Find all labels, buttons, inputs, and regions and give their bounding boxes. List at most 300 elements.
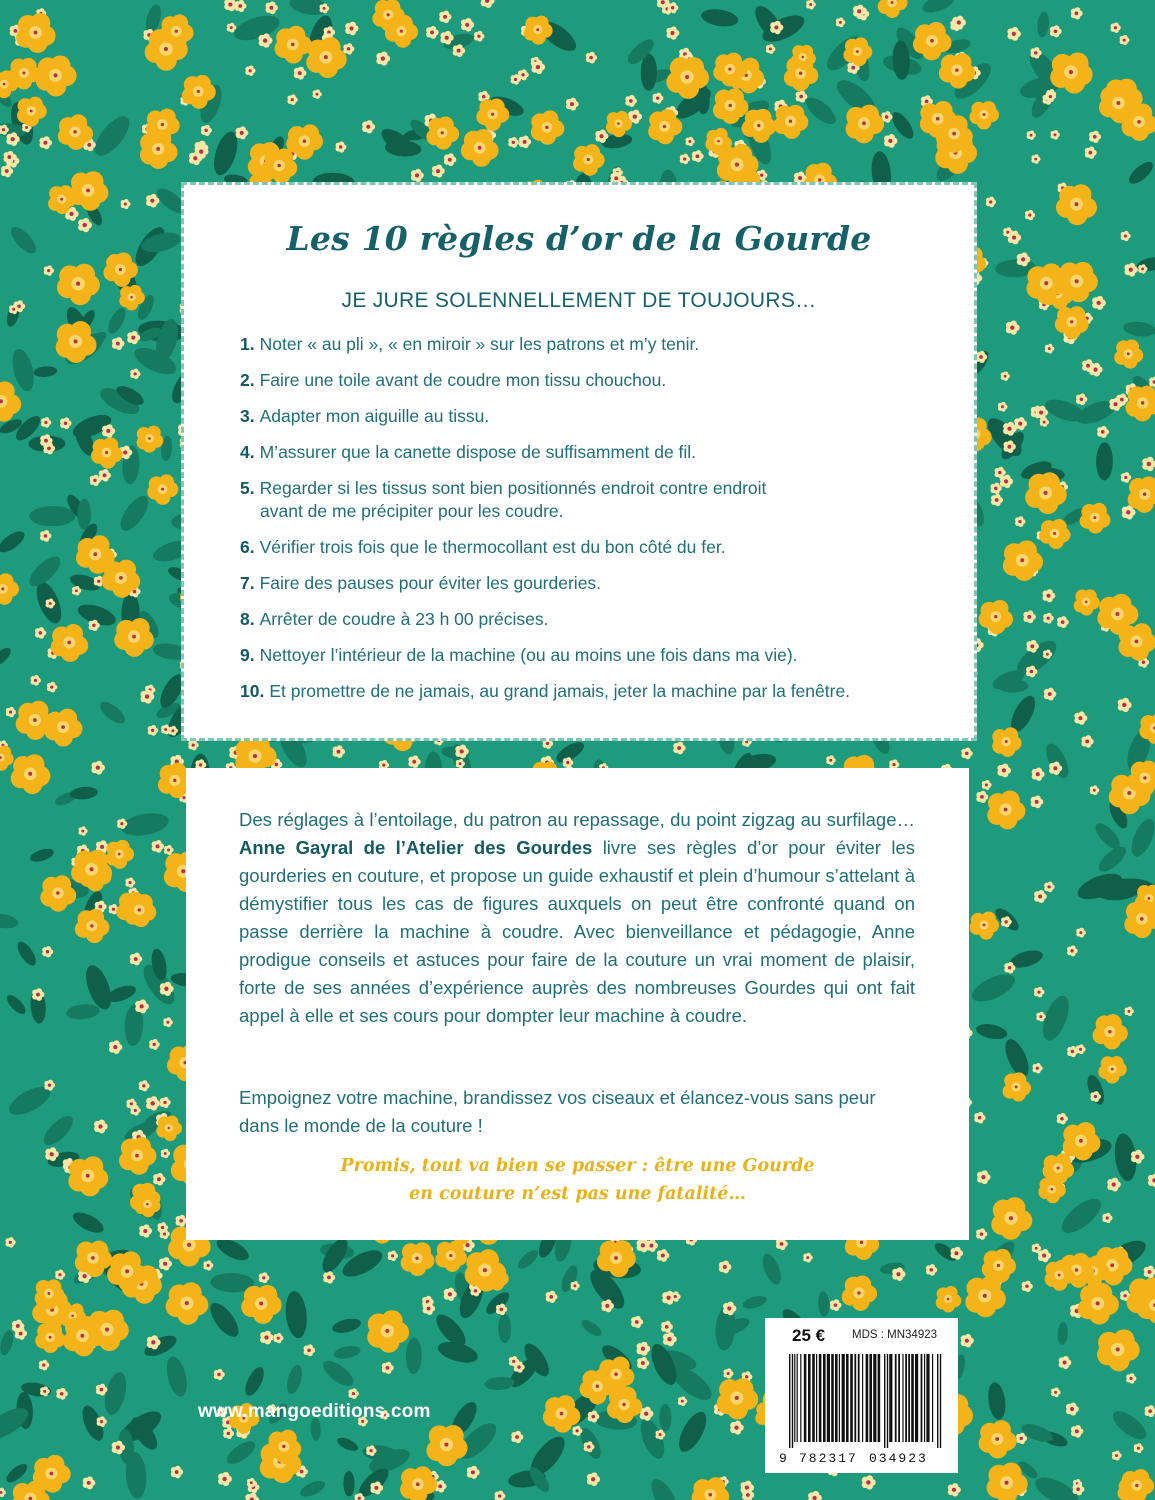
small-flower: [862, 1475, 876, 1489]
leaf-shape: [0, 1329, 16, 1357]
flower-center-shape: [656, 96, 659, 99]
leaf-shape: [920, 0, 956, 16]
flower-center-shape: [12, 308, 15, 311]
flower-center-shape: [1114, 402, 1118, 406]
flower-center-shape: [1070, 1407, 1074, 1411]
flower-center-shape: [315, 93, 318, 96]
small-flower: [663, 1332, 677, 1346]
leaf-shape: [4, 1461, 31, 1486]
leaf-shape: [298, 1478, 328, 1500]
flower-center-shape: [82, 223, 86, 227]
flower-center-shape: [798, 176, 802, 180]
leaf-shape: [331, 1316, 362, 1335]
flower-center-shape: [262, 1276, 265, 1279]
small-flower: [1031, 154, 1040, 163]
flower-center-shape: [227, 1432, 230, 1435]
flower-center-shape: [448, 158, 452, 162]
small-flower: [362, 120, 375, 133]
flower-center-shape: [150, 199, 154, 203]
small-flower: [1131, 1150, 1144, 1164]
flower-center-shape: [412, 760, 416, 764]
flower-center-shape: [228, 2, 232, 6]
flower-center-shape: [570, 102, 574, 106]
flower-center-shape: [1080, 397, 1084, 401]
flower-center-shape: [885, 115, 889, 119]
small-flower: [1125, 1007, 1134, 1017]
flower-center-shape: [829, 759, 832, 762]
leaf-shape: [515, 1247, 541, 1272]
leaf-shape: [659, 1404, 671, 1432]
flower-center-shape: [477, 35, 480, 38]
flower-center-shape: [1079, 1048, 1082, 1051]
flower-center-shape: [665, 1325, 669, 1329]
small-flower: [1034, 890, 1047, 903]
small-flower: [112, 337, 125, 350]
small-flower: [1007, 27, 1021, 41]
flower-center-shape: [269, 6, 273, 10]
small-flower: [1059, 1356, 1072, 1369]
flower-center-shape: [82, 1274, 86, 1278]
flower-center-shape: [670, 31, 674, 35]
leaf-shape: [39, 1112, 77, 1150]
small-flower: [587, 1472, 600, 1486]
flower-center-shape: [1048, 692, 1052, 696]
flower-center-shape: [100, 1388, 104, 1392]
small-flower: [1066, 1402, 1079, 1415]
flower-center-shape: [1012, 32, 1016, 36]
flower-center-shape: [175, 1470, 179, 1474]
flower-center-shape: [263, 38, 267, 42]
flower-center-shape: [116, 342, 120, 346]
flower-center-shape: [851, 66, 855, 70]
small-flower: [678, 1396, 687, 1406]
small-flower: [1044, 688, 1057, 701]
leaf-shape: [205, 1298, 243, 1341]
leaf-shape: [1036, 11, 1050, 38]
small-flower: [432, 165, 445, 178]
flower-center-shape: [1007, 445, 1011, 449]
small-flower: [146, 194, 159, 208]
small-flower: [153, 1173, 165, 1186]
flower-center-shape: [1123, 1294, 1126, 1297]
leaf-shape: [7, 223, 40, 257]
leaf-shape: [641, 54, 658, 91]
flower-center-shape: [985, 783, 988, 786]
small-flower: [766, 44, 776, 54]
flower-center-shape: [671, 6, 674, 9]
small-flower: [1111, 22, 1121, 33]
small-flower: [439, 11, 451, 24]
leaf-shape: [674, 1408, 712, 1456]
flower-center-shape: [443, 15, 447, 19]
small-flower: [91, 761, 105, 775]
leaf-shape: [141, 1332, 179, 1361]
small-flower: [345, 22, 358, 36]
flower-center-shape: [979, 355, 983, 359]
leaf-shape: [14, 939, 39, 969]
leaf-shape: [0, 912, 19, 930]
small-flower: [950, 1247, 963, 1260]
small-flower: [461, 18, 474, 32]
flower-center-shape: [727, 1372, 730, 1375]
flower-center-shape: [337, 750, 341, 754]
flower-center-shape: [230, 26, 233, 29]
flower-center-shape: [16, 1324, 20, 1328]
flower-center-shape: [666, 1296, 670, 1300]
flower-center-shape: [774, 25, 778, 29]
flower-center-shape: [681, 1400, 684, 1403]
flower-center-shape: [140, 1004, 144, 1008]
small-flower: [826, 755, 836, 765]
leaf-shape: [335, 1435, 359, 1453]
small-flower: [1074, 711, 1087, 724]
flower-center-shape: [517, 1365, 520, 1368]
small-flower: [1071, 1425, 1083, 1438]
flower-center-shape: [87, 143, 91, 147]
flower-center-shape: [667, 1337, 671, 1341]
flower-center-shape: [512, 1360, 515, 1363]
flower-center-shape: [566, 761, 569, 764]
flower-center-shape: [386, 1366, 390, 1370]
flower-center-shape: [1007, 427, 1011, 431]
flower-center-shape: [474, 1289, 477, 1292]
small-flower: [1027, 130, 1036, 139]
flower-center-shape: [1093, 368, 1097, 372]
small-flower: [685, 137, 694, 147]
flower-center-shape: [448, 1292, 452, 1296]
small-flower: [423, 1302, 436, 1315]
leaf-shape: [484, 1376, 515, 1391]
leaf-shape: [89, 111, 136, 161]
flower-center-shape: [131, 336, 135, 340]
flower-center-shape: [39, 631, 43, 635]
flower-center-shape: [153, 1043, 156, 1046]
flower-center-shape: [1004, 479, 1008, 483]
small-flower: [159, 1257, 172, 1270]
flower-center-shape: [799, 95, 803, 99]
flower-center-shape: [1142, 661, 1145, 664]
small-flower: [30, 675, 40, 686]
small-flower: [1102, 1213, 1112, 1223]
small-flower: [1031, 795, 1044, 808]
flower-center-shape: [1008, 966, 1012, 970]
flower-center-shape: [222, 1477, 226, 1481]
flower-center-shape: [1048, 347, 1051, 350]
small-flower: [1025, 210, 1035, 220]
flower-center-shape: [734, 1425, 738, 1429]
small-flower: [1144, 1266, 1155, 1279]
small-flower: [161, 1149, 170, 1159]
leaf-shape: [163, 1355, 190, 1399]
small-flower: [1051, 1387, 1060, 1397]
flower-center-shape: [769, 48, 772, 51]
flower-center-shape: [482, 95, 486, 99]
small-flower: [42, 946, 53, 957]
flower-center-shape: [994, 487, 998, 491]
flower-center-shape: [391, 1254, 394, 1257]
small-flower: [1148, 1173, 1155, 1187]
flower-center-shape: [980, 1232, 984, 1236]
flower-center-shape: [150, 1101, 154, 1105]
flower-center-shape: [349, 26, 353, 30]
small-flower: [1038, 1249, 1051, 1262]
flower-center-shape: [674, 1295, 677, 1298]
small-flower: [673, 742, 685, 755]
leaf-shape: [319, 1356, 357, 1390]
flower-center-shape: [523, 140, 527, 144]
leaf-shape: [498, 1314, 511, 1343]
flower-center-shape: [44, 439, 48, 443]
flower-center-shape: [1021, 257, 1025, 261]
leaf-shape: [646, 1475, 683, 1500]
flower-center-shape: [459, 762, 462, 765]
flower-center-shape: [1096, 301, 1100, 305]
flower-center-shape: [1036, 1067, 1039, 1070]
leaf-shape: [97, 698, 129, 727]
small-flower: [666, 26, 679, 39]
small-flower: [245, 65, 255, 76]
flower-center-shape: [81, 830, 84, 833]
flower-center-shape: [1039, 1015, 1042, 1018]
flower-center-shape: [591, 1477, 595, 1481]
flower-center-shape: [677, 746, 681, 750]
flower-center-shape: [857, 9, 861, 13]
small-flower: [94, 1119, 108, 1133]
flower-center-shape: [249, 69, 252, 72]
flower-center-shape: [382, 763, 385, 766]
leaf-shape: [1122, 320, 1155, 338]
leaf-shape: [1126, 158, 1155, 187]
small-flower: [1076, 928, 1086, 938]
flower-center-shape: [1037, 990, 1040, 993]
flower-center-shape: [995, 498, 999, 502]
flower-center-shape: [100, 845, 104, 849]
small-flower: [892, 1267, 905, 1281]
small-flower: [223, 1428, 234, 1439]
flower-center-shape: [430, 30, 434, 34]
flower-center-shape: [240, 131, 244, 135]
small-flower: [444, 1288, 457, 1301]
flower-center-shape: [980, 795, 984, 799]
flower-center-shape: [130, 1102, 133, 1105]
leaf-shape: [284, 1290, 309, 1339]
small-flower: [571, 1281, 580, 1290]
small-flower: [188, 740, 198, 751]
small-flower: [495, 1490, 506, 1500]
flower-center-shape: [989, 200, 992, 203]
flower-center-shape: [116, 1445, 120, 1449]
small-flower: [426, 26, 439, 39]
flower-center-shape: [465, 1243, 469, 1247]
small-flower: [333, 745, 345, 758]
flower-center-shape: [465, 23, 469, 27]
flower-center-shape: [164, 987, 168, 991]
flower-center-shape: [1053, 133, 1056, 136]
leaf-shape: [105, 305, 129, 336]
flower-center-shape: [981, 1175, 985, 1179]
small-flower: [481, 0, 495, 8]
flower-center-shape: [97, 580, 100, 583]
small-flower: [1050, 25, 1062, 37]
flower-center-shape: [48, 1083, 51, 1086]
small-flower: [444, 153, 456, 166]
flower-center-shape: [1034, 51, 1038, 55]
flower-center-shape: [696, 154, 700, 158]
small-flower: [265, 1, 277, 14]
flower-center-shape: [1035, 800, 1039, 804]
flower-center-shape: [34, 679, 37, 682]
flower-center-shape: [60, 1392, 64, 1396]
flower-center-shape: [381, 56, 385, 60]
small-flower: [508, 137, 519, 148]
flower-center-shape: [1075, 12, 1079, 16]
flower-center-shape: [164, 1152, 167, 1155]
small-flower: [109, 1040, 122, 1054]
flower-center-shape: [1030, 670, 1034, 674]
small-flower: [408, 755, 420, 768]
flower-center-shape: [641, 1243, 645, 1247]
flower-center-shape: [683, 157, 686, 160]
leaf-shape: [0, 527, 28, 556]
flower-center-shape: [96, 766, 100, 770]
flower-center-shape: [1046, 653, 1049, 656]
leaf-shape: [1127, 816, 1155, 860]
small-flower: [388, 1251, 398, 1262]
small-flower: [519, 136, 531, 149]
small-flower: [335, 141, 346, 152]
flower-center-shape: [69, 212, 73, 216]
flower-center-shape: [546, 742, 549, 745]
leaf-shape: [741, 1294, 768, 1312]
small-flower: [1032, 768, 1045, 781]
small-flower: [313, 89, 322, 99]
flower-center-shape: [1148, 1270, 1152, 1274]
small-flower: [1006, 321, 1020, 335]
small-flower: [376, 51, 390, 65]
flower-center-shape: [36, 993, 40, 997]
flower-center-shape: [238, 4, 242, 8]
leaf-shape: [975, 1022, 1009, 1042]
flower-center-shape: [75, 589, 78, 592]
small-flower: [160, 1229, 170, 1239]
small-flower: [991, 494, 1003, 506]
small-flower: [78, 826, 87, 835]
flower-center-shape: [1112, 1182, 1116, 1186]
flower-center-shape: [780, 1242, 784, 1246]
flower-center-shape: [93, 479, 96, 482]
flower-center-shape: [834, 1303, 838, 1307]
leaf-shape: [101, 1370, 130, 1417]
flower-center-shape: [498, 1494, 501, 1497]
flower-center-shape: [1035, 1247, 1038, 1250]
flower-center-shape: [1049, 95, 1052, 98]
flower-center-shape: [1114, 26, 1117, 29]
small-flower: [0, 1488, 6, 1497]
small-flower: [1107, 1178, 1121, 1192]
flower-center-shape: [457, 49, 461, 53]
flower-center-shape: [727, 1306, 731, 1310]
flower-center-shape: [1063, 1361, 1067, 1365]
flower-center-shape: [192, 743, 195, 746]
small-flower: [139, 1224, 152, 1237]
flower-center-shape: [573, 1284, 576, 1287]
leaf-shape: [33, 365, 58, 378]
small-flower: [692, 150, 704, 162]
flower-center-shape: [157, 1177, 161, 1181]
small-flower: [998, 402, 1008, 412]
small-flower: [566, 98, 579, 111]
flower-center-shape: [1123, 39, 1126, 42]
small-flower: [35, 627, 46, 639]
small-flower: [1022, 1281, 1033, 1292]
small-flower: [474, 31, 484, 42]
flower-center-shape: [1030, 644, 1034, 648]
flower-center-shape: [179, 1219, 183, 1223]
small-flower: [1085, 147, 1097, 159]
flower-center-shape: [760, 173, 763, 176]
small-flower: [319, 3, 329, 13]
leaf-shape: [70, 1208, 107, 1237]
flower-center-shape: [98, 905, 102, 909]
small-flower: [218, 1472, 232, 1486]
flower-center-shape: [1025, 1285, 1028, 1288]
small-flower: [1067, 945, 1078, 956]
flower-center-shape: [952, 1488, 956, 1492]
small-flower: [661, 1321, 673, 1333]
flower-center-shape: [1027, 615, 1031, 619]
small-flower: [1145, 1405, 1155, 1417]
leaf-shape: [1096, 442, 1113, 480]
small-flower: [982, 780, 992, 790]
flower-center-shape: [366, 125, 370, 129]
flower-center-shape: [1042, 1254, 1046, 1258]
flower-center-shape: [204, 129, 207, 132]
small-flower: [382, 1362, 394, 1374]
flower-center-shape: [512, 141, 515, 144]
small-flower: [1015, 516, 1025, 527]
small-flower: [1092, 296, 1106, 310]
flower-center-shape: [1012, 235, 1016, 239]
flower-center-shape: [98, 1124, 102, 1128]
flower-center-shape: [2, 128, 5, 131]
flower-center-shape: [1070, 949, 1073, 952]
flower-center-shape: [1148, 1409, 1152, 1413]
flower-center-shape: [1079, 931, 1082, 934]
small-flower: [723, 1302, 736, 1316]
flower-center-shape: [427, 1307, 431, 1311]
flower-center-shape: [688, 140, 691, 143]
small-flower: [41, 417, 51, 428]
small-flower: [259, 1272, 270, 1283]
small-flower: [227, 23, 236, 33]
flower-center-shape: [1018, 520, 1021, 523]
leaf-shape: [0, 645, 14, 670]
leaf-shape: [1042, 740, 1073, 781]
flower-center-shape: [151, 1340, 155, 1344]
small-flower: [294, 67, 307, 80]
flower-center-shape: [1061, 620, 1065, 624]
small-flower: [976, 1228, 987, 1239]
small-flower: [723, 1368, 733, 1378]
flower-center-shape: [1089, 151, 1093, 155]
flower-center-shape: [1106, 1216, 1109, 1219]
small-flower: [135, 999, 149, 1013]
small-flower: [1081, 735, 1093, 748]
small-flower: [1045, 344, 1054, 354]
flower-center-shape: [300, 1470, 304, 1474]
flower-center-shape: [1054, 29, 1058, 33]
small-flower: [667, 2, 678, 13]
